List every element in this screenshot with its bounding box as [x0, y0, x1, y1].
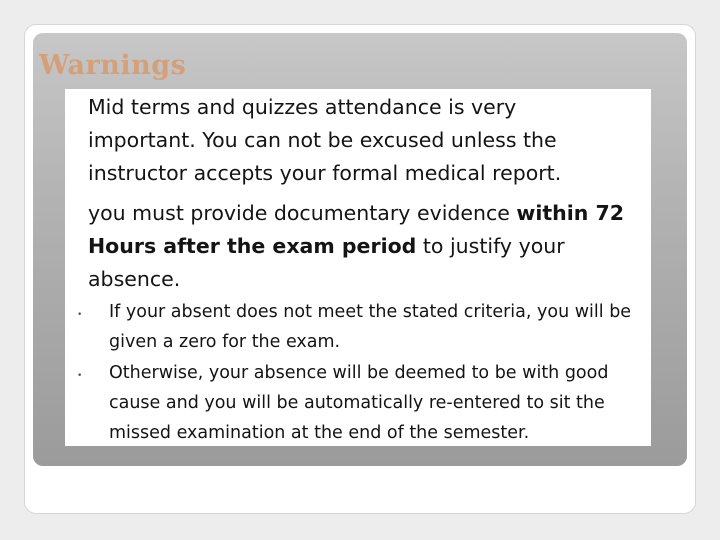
paragraph-attendance: Mid terms and quizzes attendance is very important. You can not be excused unless the instructor accepts your formal medical report. [88, 95, 562, 185]
content-box [65, 89, 651, 446]
slide-title: Warnings [39, 50, 187, 81]
bullet-text-good-cause: Otherwise, your absence will be deemed to be with good cause and you will be automatically re-entered to sit the missed examination at the end of the semester. [109, 363, 609, 443]
evidence-deadline: within 72 Hours after the exam period [88, 201, 625, 258]
bullet-text-zero-grade: If your absent does not meet the stated criteria, you will be given a zero for the exam. [109, 302, 632, 352]
paragraph-evidence [88, 197, 658, 296]
evidence-text-start: you must provide documentary evidence [88, 201, 517, 225]
bullet-marker: • [77, 371, 83, 381]
evidence-text-end: to justify your absence. [88, 234, 565, 291]
bullet-marker: • [77, 310, 83, 320]
